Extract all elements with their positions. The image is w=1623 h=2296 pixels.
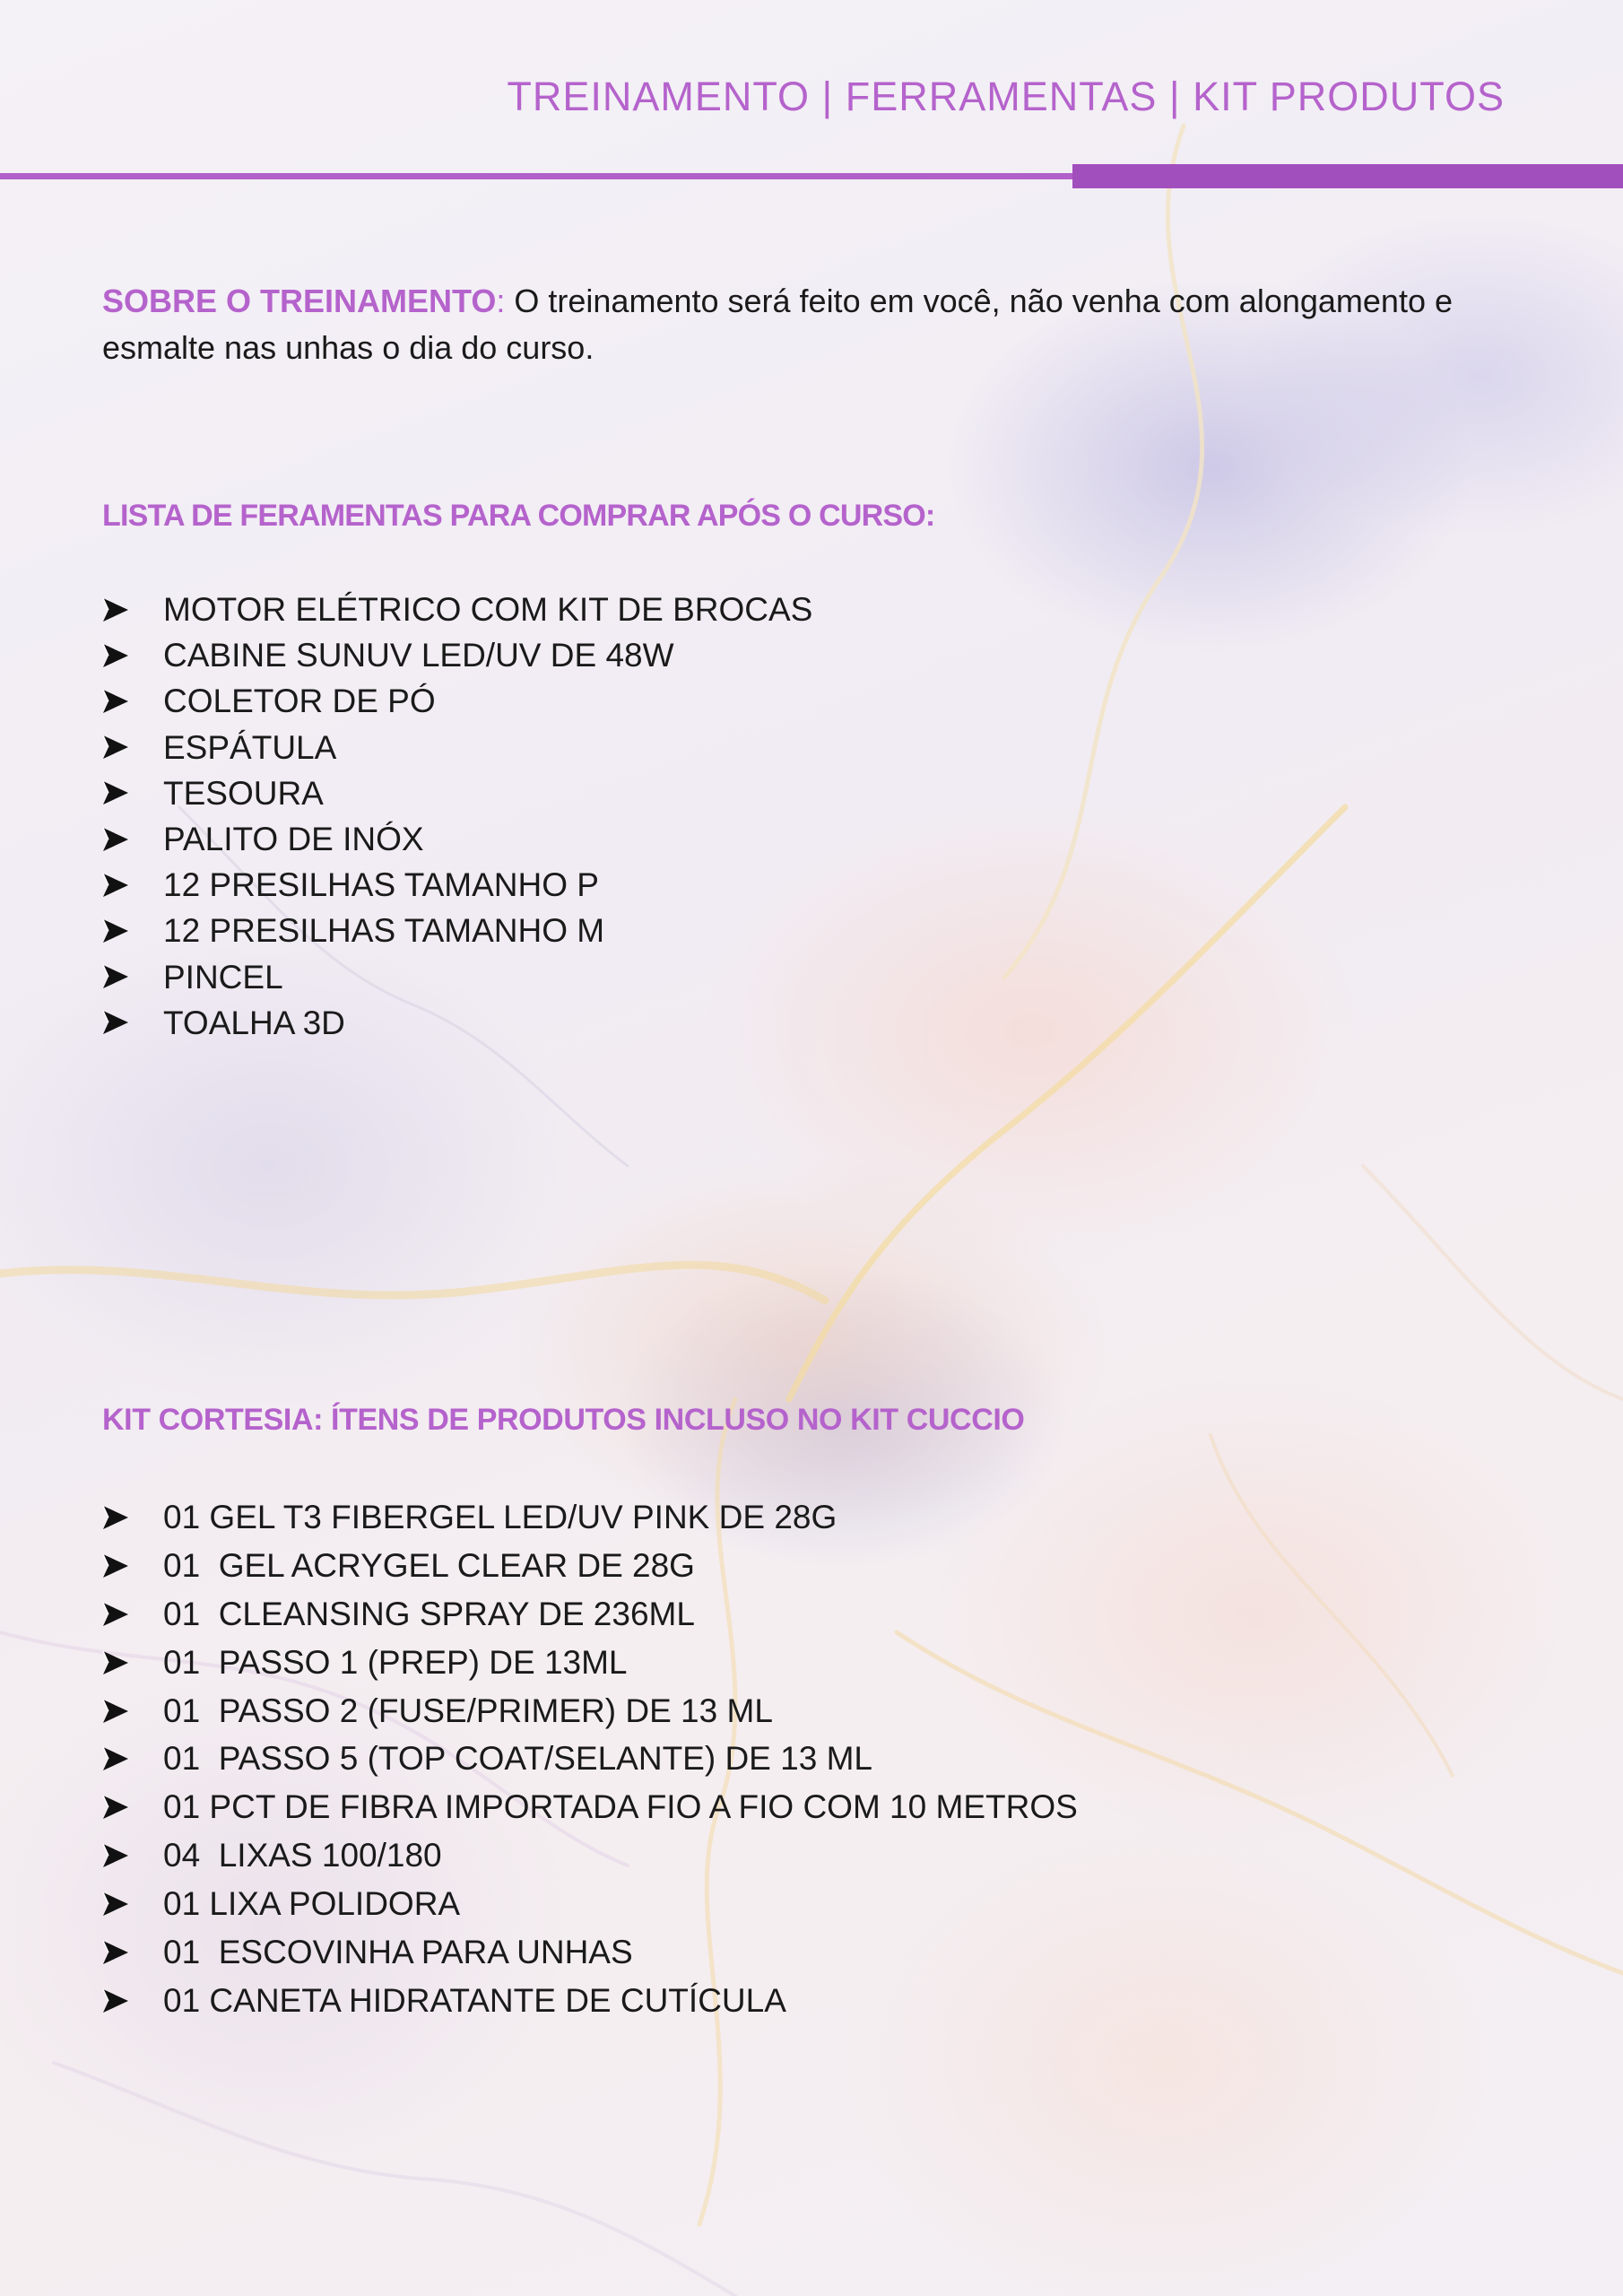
arrowhead-bullet-icon [102, 642, 129, 669]
arrowhead-bullet-icon [102, 963, 129, 990]
list-item-text: 01 ESCOVINHA PARA UNHAS [163, 1934, 633, 1971]
list-item-text: 01 PASSO 5 (TOP COAT/SELANTE) DE 13 ML [163, 1740, 872, 1778]
arrowhead-bullet-icon [102, 826, 129, 853]
list-item [102, 1493, 1078, 1542]
header-rule-thin [0, 173, 1076, 179]
arrowhead-bullet-icon [102, 734, 129, 761]
list-item [102, 1639, 1078, 1687]
list-item [102, 1783, 1078, 1831]
list-item [102, 1831, 1078, 1880]
arrowhead-bullet-icon [102, 1601, 129, 1628]
arrowhead-bullet-icon [102, 596, 129, 623]
kit-list [102, 1493, 1078, 2025]
list-item [102, 587, 812, 632]
tools-heading: LISTA DE FERAMENTAS PARA COMPRAR APÓS O CURSO: [102, 499, 935, 533]
list-item [102, 1000, 812, 1046]
list-item [102, 770, 812, 816]
list-item [102, 1542, 1078, 1590]
arrowhead-bullet-icon [102, 1842, 129, 1869]
list-item [102, 678, 812, 724]
list-item-text: TOALHA 3D [163, 1004, 345, 1041]
list-item-text: 01 GEL T3 FIBERGEL LED/UV PINK DE 28G [163, 1499, 838, 1535]
arrowhead-bullet-icon [102, 918, 129, 944]
list-item [102, 816, 812, 862]
arrowhead-bullet-icon [102, 1009, 129, 1036]
list-item [102, 1880, 1078, 1928]
list-item [102, 1590, 1078, 1639]
list-item-text: PALITO DE INÓX [163, 820, 424, 857]
list-item [102, 725, 812, 770]
list-item-text: 12 PRESILHAS TAMANHO M [163, 912, 605, 950]
list-item [102, 1928, 1078, 1977]
list-item-text: TESOURA [163, 774, 324, 812]
list-item [102, 908, 812, 953]
list-item-text: COLETOR DE PÓ [163, 683, 436, 720]
header-title: TREINAMENTO | FERRAMENTAS | KIT PRODUTOS [507, 74, 1505, 119]
about-text: O treinamento será feito em você, não venha com alongamento e esmalte nas unhas o dia do curso. [102, 283, 1453, 366]
tools-list [102, 587, 812, 1046]
list-item [102, 1687, 1078, 1735]
about-paragraph [102, 278, 1537, 371]
arrowhead-bullet-icon [102, 1939, 129, 1966]
list-item [102, 1977, 1078, 2025]
list-item-text: 01 PASSO 1 (PREP) DE 13ML [163, 1643, 628, 1681]
list-item [102, 632, 812, 678]
list-item-text: 01 PASSO 2 (FUSE/PRIMER) DE 13 ML [163, 1692, 773, 1729]
list-item-text: ESPÁTULA [163, 728, 337, 766]
list-item-text: 01 CANETA HIDRATANTE DE CUTÍCULA [163, 1981, 786, 2019]
arrowhead-bullet-icon [102, 1987, 129, 2014]
list-item-text: 01 GEL ACRYGEL CLEAR DE 28G [163, 1546, 695, 1584]
list-item-text: 04 LIXAS 100/180 [163, 1837, 442, 1874]
arrowhead-bullet-icon [102, 1698, 129, 1725]
list-item-text: 12 PRESILHAS TAMANHO P [163, 866, 599, 904]
arrowhead-bullet-icon [102, 779, 129, 806]
list-item-text: 01 PCT DE FIBRA IMPORTADA FIO A FIO COM 10 METROS [163, 1788, 1078, 1826]
list-item [102, 862, 812, 908]
about-colon: : [496, 283, 506, 319]
arrowhead-bullet-icon [102, 1552, 129, 1579]
arrowhead-bullet-icon [102, 688, 129, 715]
arrowhead-bullet-icon [102, 1891, 129, 1918]
list-item-text: 01 LIXA POLIDORA [163, 1885, 461, 1923]
arrowhead-bullet-icon [102, 1794, 129, 1821]
arrowhead-bullet-icon [102, 872, 129, 899]
arrowhead-bullet-icon [102, 1504, 129, 1531]
list-item [102, 1735, 1078, 1783]
list-item-text: 01 CLEANSING SPRAY DE 236ML [163, 1595, 695, 1632]
arrowhead-bullet-icon [102, 1649, 129, 1676]
list-item-text: MOTOR ELÉTRICO COM KIT DE BROCAS [163, 591, 813, 628]
header-rule-thick [1072, 164, 1623, 188]
list-item [102, 954, 812, 1000]
list-item-text: PINCEL [163, 958, 283, 996]
list-item-text: CABINE SUNUV LED/UV DE 48W [163, 637, 674, 674]
arrowhead-bullet-icon [102, 1745, 129, 1772]
kit-heading: KIT CORTESIA: ÍTENS DE PRODUTOS INCLUSO NO KIT CUCCIO [102, 1403, 1025, 1437]
about-label: SOBRE O TREINAMENTO [102, 283, 497, 319]
